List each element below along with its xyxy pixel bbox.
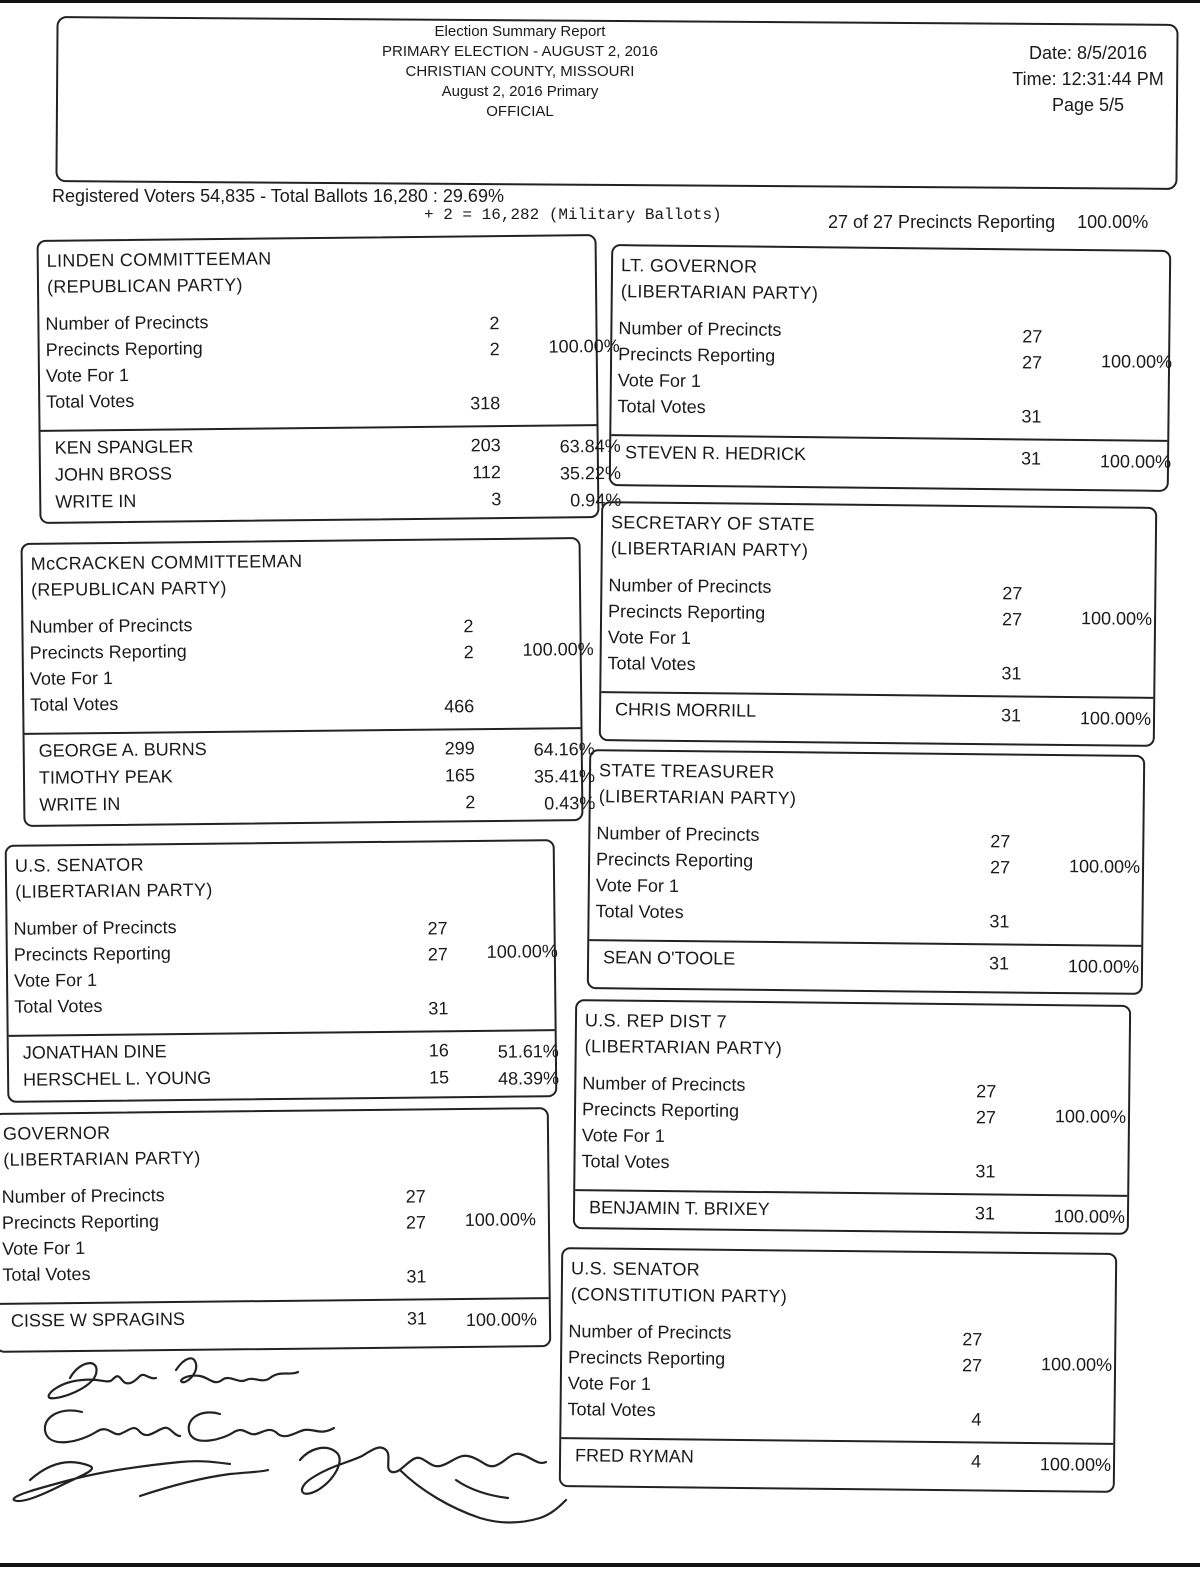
candidate-name: JOHN BROSS bbox=[54, 463, 173, 485]
precincts-reporting-value: 27 bbox=[975, 1107, 997, 1128]
number-of-precincts-label: Number of Precincts bbox=[1, 1185, 165, 1207]
report-title: Election Summary Report bbox=[434, 23, 606, 40]
candidate-votes: 203 bbox=[470, 435, 501, 456]
precincts-reporting-label: Precincts Reporting bbox=[581, 1099, 740, 1121]
precincts-reporting-value: 27 bbox=[405, 1212, 427, 1233]
candidate-votes: 112 bbox=[472, 462, 502, 483]
vote-for-label: Vote For 1 bbox=[13, 969, 98, 991]
race-box bbox=[0, 1107, 551, 1353]
precincts-reporting-pct: 100.00% bbox=[548, 335, 620, 357]
race-title bbox=[47, 245, 272, 299]
race-party: (CONSTITUTION PARTY) bbox=[570, 1284, 788, 1307]
military-ballots-note: + 2 = 16,282 (Military Ballots) bbox=[424, 206, 722, 224]
candidate-votes: 299 bbox=[444, 738, 475, 759]
precincts-reporting-label: Precincts Reporting bbox=[568, 1347, 726, 1369]
precincts-reporting-label: Precincts Reporting bbox=[618, 344, 776, 366]
total-votes-value: 466 bbox=[444, 696, 475, 717]
candidate-pct: 35.22% bbox=[559, 462, 622, 484]
precincts-reporting-label: Precincts Reporting bbox=[608, 601, 766, 623]
total-votes-value: 4 bbox=[971, 1409, 982, 1430]
total-votes-value: 31 bbox=[975, 1161, 996, 1182]
candidate-name: GEORGE A. BURNS bbox=[38, 739, 207, 761]
race-party: (LIBERTARIAN PARTY) bbox=[3, 1147, 201, 1170]
candidate-name: KEN SPANGLER bbox=[54, 436, 194, 458]
election-name: PRIMARY ELECTION - AUGUST 2, 2016 bbox=[382, 43, 658, 60]
vote-for-label: Vote For 1 bbox=[617, 370, 702, 392]
race-title bbox=[585, 1007, 783, 1061]
candidate-pct: 100.00% bbox=[1053, 1206, 1126, 1227]
candidate-name: TIMOTHY PEAK bbox=[38, 766, 173, 788]
race-office: STATE TREASURER bbox=[598, 760, 775, 783]
page-number: Page 5/5 bbox=[1051, 95, 1125, 115]
race-box bbox=[573, 999, 1131, 1235]
candidate-name: CISSE W SPRAGINS bbox=[10, 1308, 186, 1331]
race-box bbox=[21, 537, 596, 827]
race-divider bbox=[0, 1297, 549, 1305]
race-title bbox=[571, 1255, 788, 1309]
number-of-precincts-label: Number of Precincts bbox=[568, 1321, 732, 1343]
number-of-precincts-value: 27 bbox=[1002, 583, 1023, 604]
top-edge-line bbox=[0, 0, 1200, 3]
precincts-reporting-pct: 100.00% bbox=[1080, 608, 1153, 629]
number-of-precincts-label: Number of Precincts bbox=[596, 823, 760, 845]
candidate-pct: 48.39% bbox=[497, 1068, 560, 1089]
total-votes-value: 31 bbox=[428, 998, 449, 1019]
total-votes-label: Total Votes bbox=[581, 1151, 670, 1173]
candidate-pct: 0.94% bbox=[570, 489, 622, 511]
precincts-reporting-label: Precincts Reporting bbox=[29, 641, 187, 663]
number-of-precincts-value: 27 bbox=[976, 1081, 997, 1102]
race-divider bbox=[41, 424, 597, 432]
vote-for-label: Vote For 1 bbox=[45, 364, 130, 386]
race-title bbox=[31, 548, 303, 603]
precincts-reporting-value: 27 bbox=[989, 857, 1011, 878]
total-votes-label: Total Votes bbox=[14, 995, 103, 1017]
race-party: (REPUBLICAN PARTY) bbox=[46, 274, 243, 297]
number-of-precincts-value: 27 bbox=[427, 918, 448, 939]
official-label: OFFICIAL bbox=[486, 103, 554, 120]
total-votes-value: 31 bbox=[1001, 663, 1022, 684]
precincts-reporting-label: Precincts Reporting bbox=[596, 849, 754, 871]
race-party: (REPUBLICAN PARTY) bbox=[30, 577, 227, 600]
total-votes-value: 31 bbox=[406, 1266, 427, 1287]
registered-voters-summary: Registered Voters 54,835 - Total Ballots 16,280 : 29.69% bbox=[52, 186, 504, 206]
candidate-name: JONATHAN DINE bbox=[22, 1041, 167, 1063]
race-box bbox=[559, 1247, 1117, 1493]
precincts-reporting-value: 27 bbox=[1001, 609, 1023, 630]
number-of-precincts-value: 27 bbox=[962, 1329, 983, 1350]
precincts-reporting-value: 27 bbox=[427, 944, 448, 965]
candidate-name: FRED RYMAN bbox=[574, 1445, 694, 1467]
candidate-votes: 31 bbox=[406, 1308, 428, 1329]
candidate-pct: 63.84% bbox=[559, 435, 621, 457]
candidate-pct: 100.00% bbox=[1079, 708, 1152, 729]
candidate-pct: 64.16% bbox=[533, 738, 595, 760]
candidate-pct: 0.43% bbox=[544, 792, 596, 814]
vote-for-label: Vote For 1 bbox=[2, 1237, 86, 1259]
report-meta bbox=[988, 40, 1188, 118]
candidate-name: WRITE IN bbox=[55, 490, 137, 512]
race-divider bbox=[575, 1189, 1127, 1197]
total-votes-label: Total Votes bbox=[567, 1399, 656, 1421]
number-of-precincts-label: Number of Precincts bbox=[29, 615, 193, 637]
total-votes-label: Total Votes bbox=[2, 1263, 91, 1285]
total-votes-label: Total Votes bbox=[46, 390, 135, 412]
precincts-reporting-pct: 100.00% bbox=[522, 638, 594, 660]
total-votes-label: Total Votes bbox=[30, 693, 119, 715]
number-of-precincts-label: Number of Precincts bbox=[618, 318, 782, 340]
race-party: (LIBERTARIAN PARTY) bbox=[15, 879, 213, 902]
precincts-reporting-pct: 100.00% bbox=[1100, 351, 1173, 372]
county-name: CHRISTIAN COUNTY, MISSOURI bbox=[405, 63, 635, 80]
candidate-votes: 31 bbox=[1020, 448, 1042, 469]
candidate-name: WRITE IN bbox=[39, 793, 121, 815]
handwritten-signatures bbox=[0, 1340, 580, 1560]
race-box bbox=[5, 839, 558, 1103]
number-of-precincts-value: 27 bbox=[405, 1186, 426, 1207]
race-party: (LIBERTARIAN PARTY) bbox=[620, 281, 819, 304]
race-party: (LIBERTARIAN PARTY) bbox=[610, 538, 809, 561]
race-office: SECRETARY OF STATE bbox=[610, 512, 815, 535]
report-title-block bbox=[300, 22, 740, 122]
race-office: LT. GOVERNOR bbox=[620, 255, 758, 277]
candidate-votes: 31 bbox=[974, 1203, 996, 1224]
precincts-reporting-summary bbox=[828, 212, 1148, 233]
race-divider bbox=[561, 1437, 1113, 1445]
precincts-reporting-value: 27 bbox=[1021, 352, 1043, 373]
precincts-reporting-label: Precincts Reporting bbox=[1, 1211, 160, 1233]
total-votes-value: 31 bbox=[1021, 406, 1042, 427]
race-title bbox=[621, 252, 819, 306]
vote-for-label: Vote For 1 bbox=[567, 1373, 652, 1395]
race-box bbox=[587, 749, 1145, 995]
race-title bbox=[599, 757, 797, 811]
race-office: U.S. SENATOR bbox=[14, 854, 144, 876]
number-of-precincts-label: Number of Precincts bbox=[45, 312, 209, 334]
precincts-reporting-pct: 100.00% bbox=[486, 941, 558, 962]
number-of-precincts-value: 2 bbox=[489, 313, 500, 334]
candidate-votes: 3 bbox=[491, 489, 502, 510]
candidate-name: HERSCHEL L. YOUNG bbox=[23, 1067, 212, 1090]
vote-for-label: Vote For 1 bbox=[29, 667, 114, 689]
precincts-reporting-pct: 100.00% bbox=[1040, 1354, 1113, 1375]
candidate-votes: 4 bbox=[970, 1451, 982, 1472]
race-divider bbox=[601, 691, 1153, 699]
candidate-name: STEVEN R. HEDRICK bbox=[624, 442, 807, 465]
candidate-pct: 100.00% bbox=[1067, 956, 1140, 977]
race-title bbox=[3, 1119, 201, 1173]
number-of-precincts-value: 27 bbox=[1022, 326, 1043, 347]
number-of-precincts-label: Number of Precincts bbox=[608, 575, 772, 597]
race-party: (LIBERTARIAN PARTY) bbox=[584, 1036, 783, 1059]
vote-for-label: Vote For 1 bbox=[581, 1125, 665, 1147]
race-office: McCRACKEN COMMITTEEMAN bbox=[30, 550, 303, 574]
candidate-pct: 35.41% bbox=[533, 765, 596, 787]
race-party: (LIBERTARIAN PARTY) bbox=[598, 786, 797, 809]
total-votes-label: Total Votes bbox=[607, 653, 696, 675]
total-votes-label: Total Votes bbox=[617, 396, 706, 418]
precincts-reporting-value: 2 bbox=[463, 642, 474, 663]
number-of-precincts-label: Number of Precincts bbox=[13, 917, 177, 939]
total-votes-label: Total Votes bbox=[595, 901, 684, 923]
candidate-pct: 100.00% bbox=[1039, 1454, 1112, 1475]
candidate-pct: 100.00% bbox=[1099, 451, 1172, 472]
candidate-pct: 100.00% bbox=[465, 1309, 538, 1330]
precincts-reporting-label: Precincts Reporting bbox=[45, 338, 203, 360]
race-divider bbox=[9, 1029, 555, 1037]
precincts-reporting-pct: 100.00% bbox=[1077, 212, 1149, 232]
race-box bbox=[599, 501, 1157, 747]
precincts-reporting-label: Precincts Reporting bbox=[13, 943, 171, 965]
race-title bbox=[15, 851, 213, 905]
candidate-name: SEAN O'TOOLE bbox=[602, 947, 736, 969]
candidate-votes: 16 bbox=[428, 1040, 449, 1061]
race-office: U.S. REP DIST 7 bbox=[584, 1010, 727, 1032]
race-office: GOVERNOR bbox=[2, 1122, 111, 1144]
number-of-precincts-label: Number of Precincts bbox=[582, 1073, 746, 1095]
precincts-reporting-pct: 100.00% bbox=[1068, 856, 1141, 877]
candidate-name: BENJAMIN T. BRIXEY bbox=[588, 1197, 770, 1220]
election-date: August 2, 2016 Primary bbox=[441, 83, 599, 100]
report-time: Time: 12:31:44 PM bbox=[1012, 69, 1164, 89]
total-votes-value: 31 bbox=[989, 911, 1010, 932]
race-box bbox=[609, 244, 1172, 492]
race-divider bbox=[611, 434, 1167, 442]
candidate-votes: 15 bbox=[428, 1067, 450, 1088]
candidate-pct: 51.61% bbox=[497, 1041, 559, 1062]
race-title bbox=[611, 509, 815, 563]
race-box bbox=[37, 234, 622, 524]
candidate-votes: 31 bbox=[988, 953, 1010, 974]
race-office: LINDEN COMMITTEEMAN bbox=[46, 248, 272, 271]
number-of-precincts-value: 2 bbox=[463, 616, 474, 637]
bottom-edge-line bbox=[0, 1563, 1200, 1567]
candidate-votes: 31 bbox=[1000, 705, 1022, 726]
report-date: Date: 8/5/2016 bbox=[1028, 43, 1148, 63]
race-divider bbox=[589, 939, 1141, 947]
number-of-precincts-value: 27 bbox=[990, 831, 1011, 852]
precincts-reporting-text: 27 of 27 Precincts Reporting bbox=[828, 212, 1056, 232]
precincts-reporting-value: 2 bbox=[489, 339, 500, 360]
race-divider bbox=[25, 727, 581, 735]
total-votes-value: 318 bbox=[470, 393, 501, 414]
vote-for-label: Vote For 1 bbox=[607, 627, 692, 649]
precincts-reporting-value: 27 bbox=[961, 1355, 983, 1376]
candidate-votes: 165 bbox=[444, 765, 476, 786]
vote-for-label: Vote For 1 bbox=[595, 875, 680, 897]
candidate-votes: 2 bbox=[465, 792, 476, 813]
candidate-name: CHRIS MORRILL bbox=[614, 699, 757, 721]
race-office: U.S. SENATOR bbox=[570, 1258, 701, 1280]
precincts-reporting-pct: 100.00% bbox=[1054, 1106, 1127, 1127]
precincts-reporting-pct: 100.00% bbox=[464, 1209, 537, 1230]
